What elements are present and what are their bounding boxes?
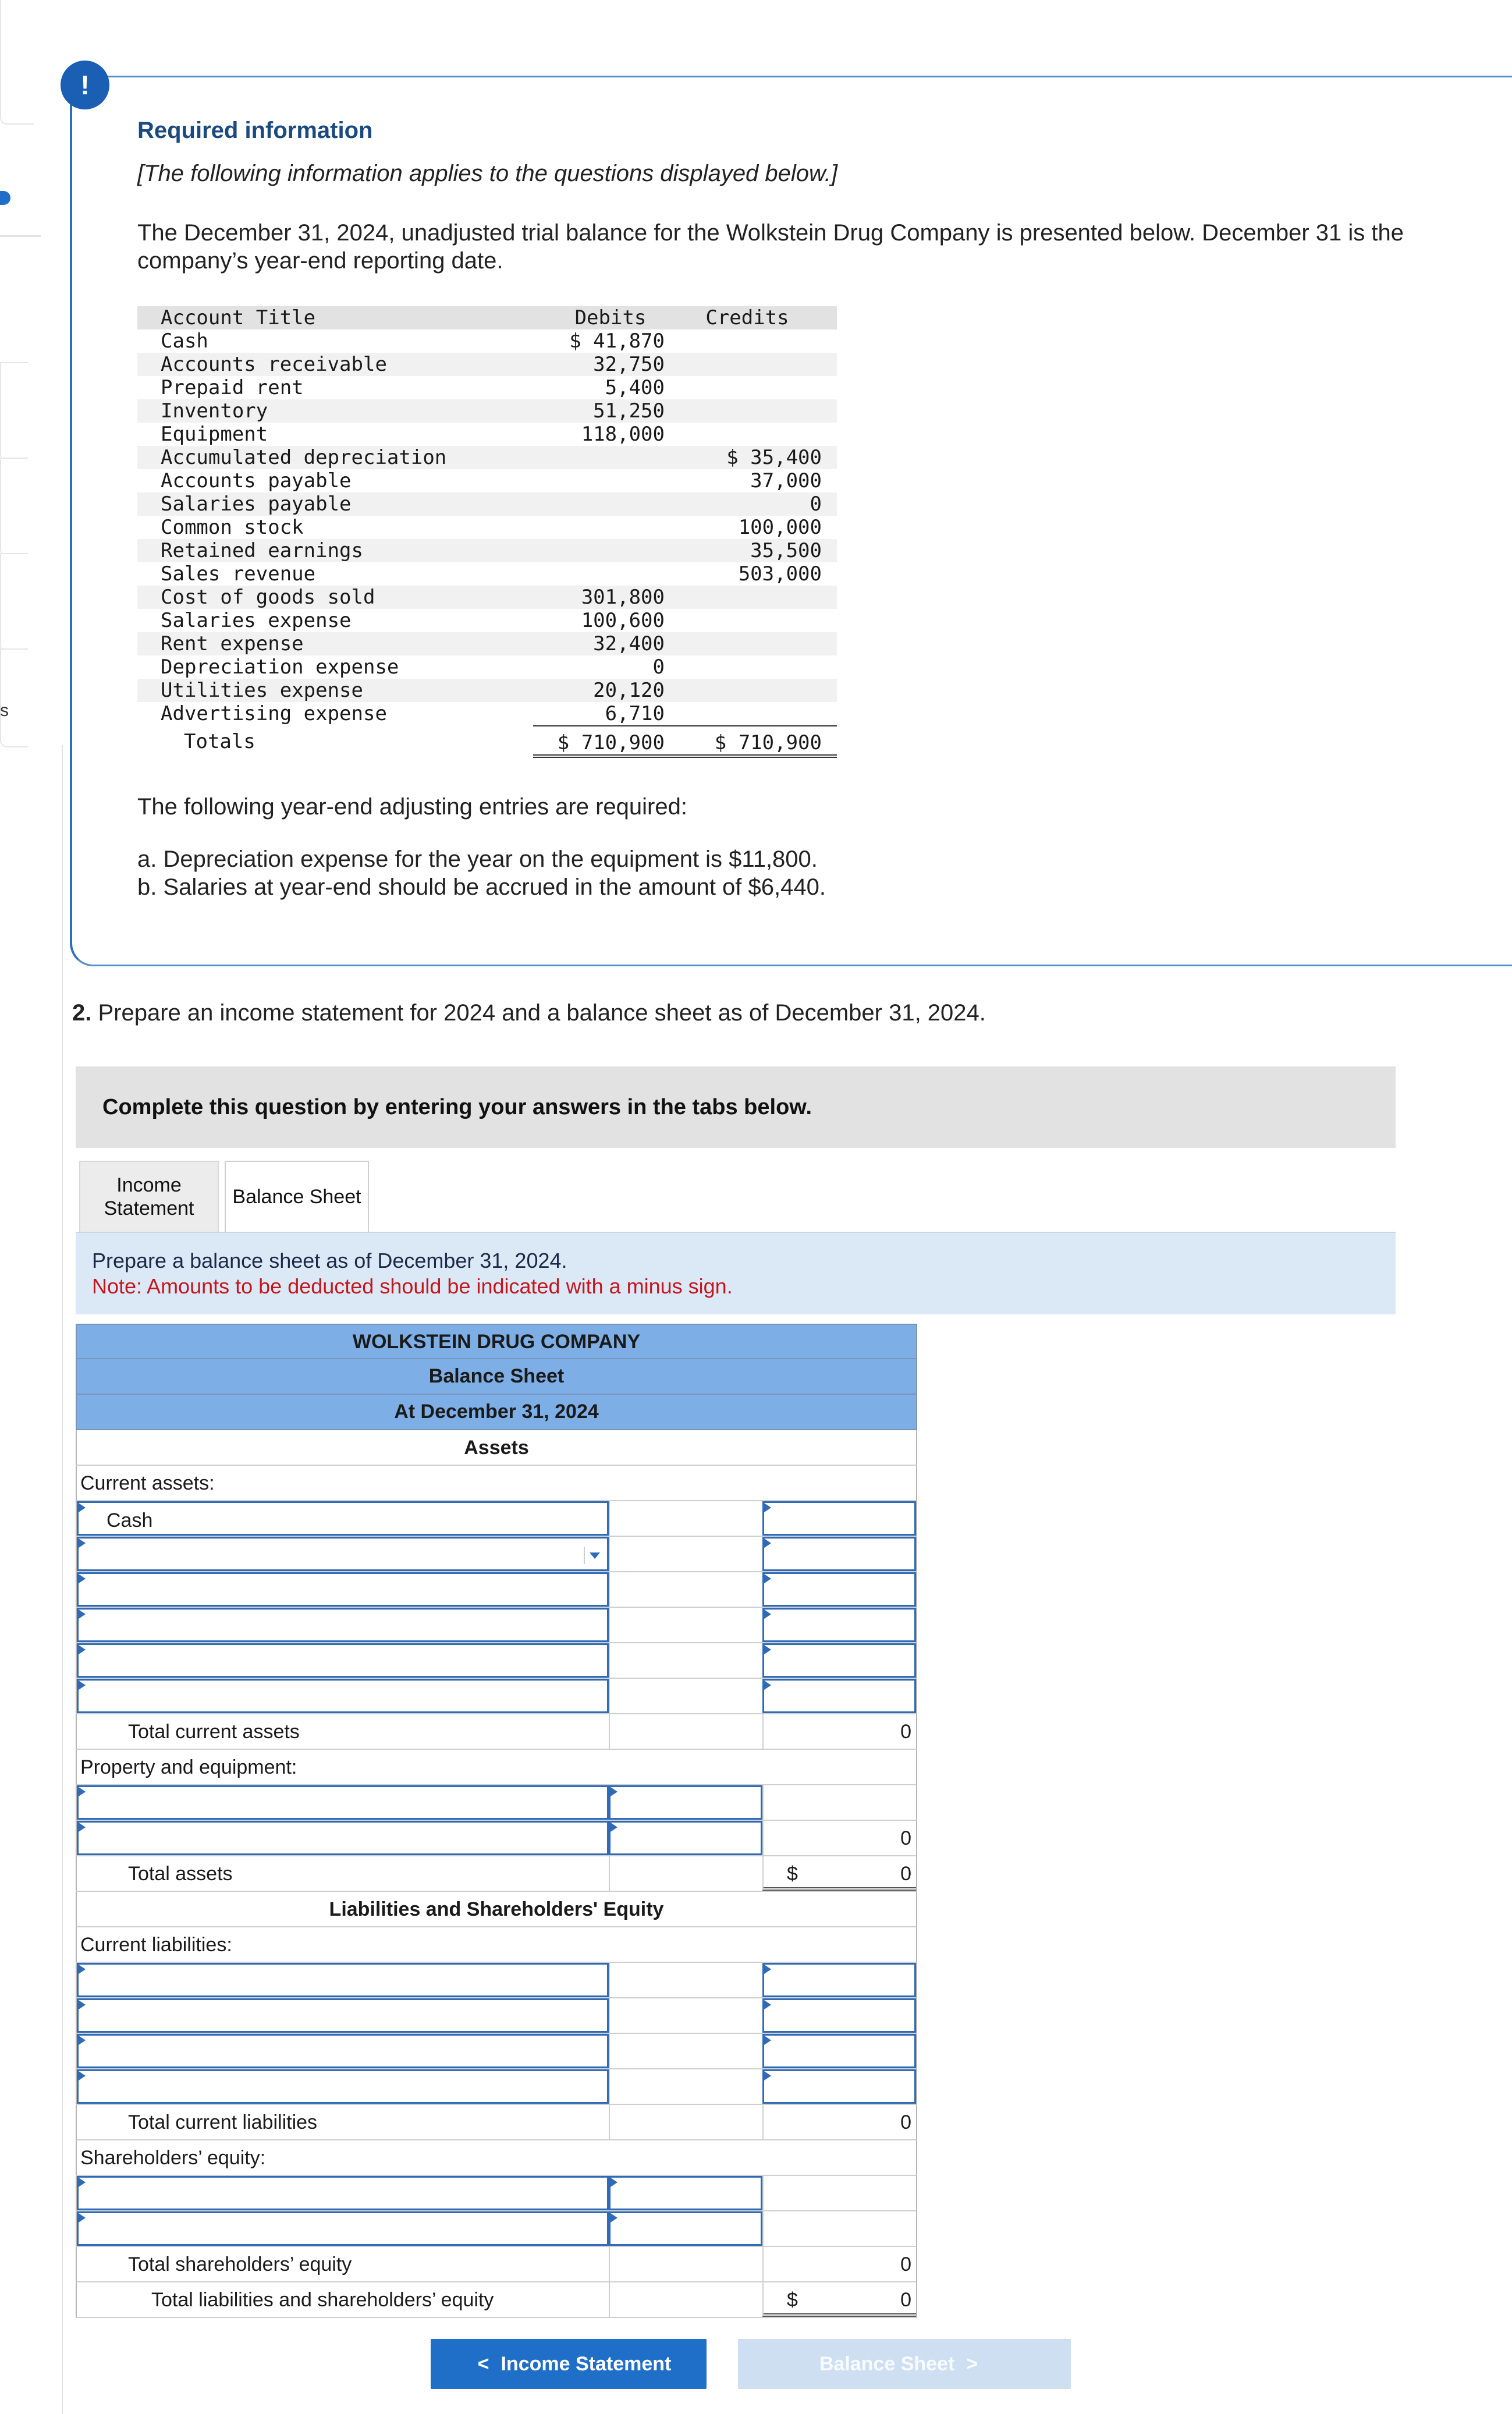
account-title: Cost of goods sold xyxy=(161,586,375,609)
total-shareholders-equity-col2 xyxy=(609,2247,762,2281)
total-assets-value-cell xyxy=(762,1856,916,1891)
debit-amount: 6,710 xyxy=(605,702,665,725)
adjustments-intro: The following year-end adjusting entries are required: xyxy=(137,794,687,820)
tab-income-line1: Income xyxy=(116,1174,182,1196)
trial-balance-row xyxy=(137,655,837,679)
property-subtotal-value: 0 xyxy=(762,1821,916,1855)
trial-balance-row xyxy=(137,516,837,539)
required-info-title: Required information xyxy=(137,118,373,143)
liab-equity-header: Liabilities and Shareholders' Equity xyxy=(329,1898,664,1920)
total-current-liabilities-col2 xyxy=(609,2105,762,2139)
trial-balance-row xyxy=(137,679,837,702)
property-equipment-row xyxy=(76,1750,917,1785)
total-current-liabilities-row xyxy=(76,2105,917,2140)
property-row-2 xyxy=(76,1821,917,1856)
account-title: Depreciation expense xyxy=(161,655,399,679)
account-title: Advertising expense xyxy=(161,702,387,725)
property-2-amount[interactable] xyxy=(609,1821,762,1855)
cash-amount-1 xyxy=(609,1501,762,1536)
instructions-box xyxy=(76,1233,1396,1314)
account-title: Prepaid rent xyxy=(161,376,304,399)
debit-amount xyxy=(533,539,673,562)
current-asset-row-2 xyxy=(76,1537,917,1572)
current-liability-1-account[interactable] xyxy=(77,1963,609,1997)
header-account-title: Account Title xyxy=(161,306,316,329)
adjustment-a: a. Depreciation expense for the year on the equipment is $11,800. xyxy=(137,846,818,872)
account-title: Accounts payable xyxy=(161,469,352,492)
trial-balance-row xyxy=(137,539,837,562)
equity-row-1 xyxy=(76,2176,917,2211)
statement-date: At December 31, 2024 xyxy=(76,1395,917,1430)
current-liability-4-col2 xyxy=(609,2069,762,2104)
account-title: Cash xyxy=(161,329,208,353)
trial-balance-totals xyxy=(137,725,837,758)
cash-amount-input[interactable] xyxy=(762,1501,916,1536)
total-liab-equity-value: 0 xyxy=(900,2289,911,2311)
cash-row xyxy=(76,1501,917,1537)
equity-1-col3 xyxy=(762,2176,916,2210)
debit-amount: 20,120 xyxy=(593,679,665,702)
current-liability-row-1 xyxy=(76,1963,917,1998)
current-liabilities-row xyxy=(76,1927,917,1963)
trial-balance-row xyxy=(137,562,837,586)
total-liab-equity-cell xyxy=(77,2282,609,2317)
chevron-down-icon[interactable] xyxy=(584,1547,604,1564)
current-asset-3-col2 xyxy=(609,1572,762,1607)
total-assets-label: Total assets xyxy=(128,1863,233,1885)
total-current-liabilities-value: 0 xyxy=(762,2105,916,2139)
current-asset-5-amount[interactable] xyxy=(762,1643,916,1678)
debit-amount: 118,000 xyxy=(581,423,665,446)
trial-balance-row xyxy=(137,329,837,353)
current-asset-5-col2 xyxy=(609,1643,762,1678)
current-assets-label: Current assets: xyxy=(80,1472,215,1494)
sidebar-vertical-line xyxy=(62,745,63,2414)
credit-amount xyxy=(673,353,837,376)
debit-amount: 5,400 xyxy=(605,376,665,399)
trial-balance-row xyxy=(137,376,837,399)
instructions-note: Note: Amounts to be deducted should be indicated with a minus sign. xyxy=(92,1274,733,1298)
debit-amount xyxy=(533,492,673,516)
tab-balance-sheet[interactable]: Balance Sheet xyxy=(225,1161,369,1233)
statement-title: Balance Sheet xyxy=(76,1359,917,1395)
trial-balance-row xyxy=(137,399,837,423)
current-liability-row-4 xyxy=(76,2069,917,2105)
credit-amount xyxy=(673,655,837,679)
instructions-main: Prepare a balance sheet as of December 31, 2024. xyxy=(92,1249,567,1272)
current-asset-row-5 xyxy=(76,1643,917,1679)
assets-header-row xyxy=(76,1430,917,1466)
property-1-amount[interactable] xyxy=(609,1785,762,1820)
company-name: WOLKSTEIN DRUG COMPANY xyxy=(76,1324,917,1359)
account-title: Salaries expense xyxy=(161,609,352,632)
debit-amount: 100,600 xyxy=(581,609,665,632)
current-liability-3-account[interactable] xyxy=(77,2034,609,2068)
trial-balance-header xyxy=(137,306,837,329)
trial-balance-intro: The December 31, 2024, unadjusted trial balance for the Wolkstein Drug Company is presented below. December 31 is the company’s year-end reporting date. xyxy=(137,220,1404,274)
current-asset-3-amount[interactable] xyxy=(762,1572,916,1607)
trial-balance-row xyxy=(137,423,837,446)
account-title: Sales revenue xyxy=(161,562,316,586)
current-asset-row-4 xyxy=(76,1608,917,1643)
credit-amount xyxy=(673,586,837,609)
trial-balance-row xyxy=(137,469,837,492)
trial-balance-row xyxy=(137,609,837,632)
credit-amount xyxy=(673,632,837,655)
credit-amount: 35,500 xyxy=(750,539,822,562)
current-liability-3-amount[interactable] xyxy=(762,2034,916,2068)
current-liability-2-col2 xyxy=(609,1998,762,2033)
total-liab-equity-value-cell xyxy=(762,2282,916,2317)
question-number: 2. xyxy=(72,1000,92,1026)
credit-amount: 37,000 xyxy=(750,469,822,492)
total-shareholders-equity-label: Total shareholders’ equity xyxy=(128,2253,352,2275)
current-asset-2-select[interactable] xyxy=(77,1537,609,1571)
credit-amount xyxy=(673,609,837,632)
debit-amount: 301,800 xyxy=(581,586,665,609)
credit-amount: 100,000 xyxy=(738,516,822,539)
liab-header-row xyxy=(76,1892,917,1927)
property-equipment-label: Property and equipment: xyxy=(80,1756,297,1778)
tab-income-statement[interactable] xyxy=(79,1161,219,1232)
account-title: Equipment xyxy=(161,423,268,446)
current-asset-4-col2 xyxy=(609,1608,762,1642)
sidebar-card-top xyxy=(0,0,34,125)
current-asset-6-account[interactable] xyxy=(77,1679,609,1713)
required-info-subtitle: [The following information applies to the questions displayed below.] xyxy=(137,161,837,186)
tab-income-line2: Statement xyxy=(104,1197,194,1220)
equity-2-account[interactable] xyxy=(77,2211,609,2246)
question-text: Prepare an income statement for 2024 and a balance sheet as of December 31, 2024. xyxy=(98,1000,986,1026)
debit-amount: 51,250 xyxy=(593,399,665,423)
account-title: Salaries payable xyxy=(161,492,352,516)
total-current-liabilities-cell xyxy=(77,2105,609,2139)
current-asset-4-amount[interactable] xyxy=(762,1608,916,1642)
cash-label: Cash xyxy=(107,1509,153,1532)
totals-label: Totals xyxy=(184,730,255,753)
equity-1-account[interactable] xyxy=(77,2176,609,2210)
trial-balance-row xyxy=(137,353,837,376)
total-current-assets-cell xyxy=(77,1714,609,1749)
current-asset-6-amount[interactable] xyxy=(762,1679,916,1713)
credit-amount xyxy=(673,399,837,423)
account-title: Common stock xyxy=(161,516,304,539)
property-2-account[interactable] xyxy=(77,1821,609,1855)
current-asset-6-col2 xyxy=(609,1679,762,1713)
adjustment-b: b. Salaries at year-end should be accrued in the amount of $6,440. xyxy=(137,874,826,900)
shareholders-equity-row xyxy=(76,2140,917,2176)
current-liability-3-col2 xyxy=(609,2034,762,2068)
trial-balance-row xyxy=(137,586,837,609)
sidebar-card-1[interactable] xyxy=(0,362,28,461)
debit-amount: $ 41,870 xyxy=(569,329,665,353)
current-liability-4-account[interactable] xyxy=(77,2069,609,2104)
total-current-assets-col2 xyxy=(609,1714,762,1749)
total-assets-cell xyxy=(77,1856,609,1891)
cash-account-cell[interactable] xyxy=(77,1501,609,1536)
account-title: Rent expense xyxy=(161,632,304,655)
prev-button-label: Income Statement xyxy=(501,2353,672,2375)
current-liability-2-amount[interactable] xyxy=(762,1998,916,2033)
debit-amount xyxy=(533,469,673,492)
credit-amount xyxy=(673,423,837,446)
trial-balance-row xyxy=(137,446,837,469)
current-asset-2-col2 xyxy=(609,1537,762,1571)
current-asset-5-account[interactable] xyxy=(77,1643,609,1678)
current-liability-row-2 xyxy=(76,1998,917,2034)
total-liab-equity-col2 xyxy=(609,2282,762,2317)
credit-amount xyxy=(673,376,837,399)
total-shareholders-equity-cell xyxy=(77,2247,609,2281)
shareholders-equity-label: Shareholders’ equity: xyxy=(80,2147,266,2169)
sidebar-fragment-text: s xyxy=(0,701,9,720)
sidebar-divider xyxy=(0,235,41,237)
current-asset-row-3 xyxy=(76,1572,917,1608)
current-liability-4-amount[interactable] xyxy=(762,2069,916,2104)
header-credits: Credits xyxy=(705,306,789,329)
chevron-right-icon: > xyxy=(966,2353,978,2375)
total-assets-col2 xyxy=(609,1856,762,1891)
account-title: Accounts receivable xyxy=(161,353,387,376)
total-current-assets-label: Total current assets xyxy=(128,1721,300,1743)
current-assets-row xyxy=(76,1466,917,1501)
debit-amount: 32,750 xyxy=(593,353,665,376)
credit-amount xyxy=(673,702,837,725)
total-liab-equity-dollar: $ xyxy=(787,2289,798,2311)
current-asset-2-amount[interactable] xyxy=(762,1537,916,1571)
account-title: Retained earnings xyxy=(161,539,363,562)
alert-icon: ! xyxy=(61,61,109,109)
total-current-assets-value: 0 xyxy=(762,1714,916,1749)
total-current-liabilities-label: Total current liabilities xyxy=(128,2111,318,2133)
sidebar-card-3[interactable] xyxy=(0,553,28,652)
credit-amount: $ 35,400 xyxy=(726,446,822,469)
debit-amount xyxy=(533,516,673,539)
trial-balance-row xyxy=(137,702,837,725)
current-liability-row-3 xyxy=(76,2034,917,2069)
current-liability-1-amount[interactable] xyxy=(762,1963,916,1997)
current-asset-row-6 xyxy=(76,1679,917,1714)
current-liability-2-account[interactable] xyxy=(77,1998,609,2033)
equity-1-amount[interactable] xyxy=(609,2176,762,2210)
totals-debit: $ 710,900 xyxy=(533,725,673,758)
question-2 xyxy=(72,1000,986,1026)
current-asset-3-account[interactable] xyxy=(77,1572,609,1607)
property-row-1 xyxy=(76,1785,917,1821)
credit-amount xyxy=(673,329,837,353)
total-liab-equity-label: Total liabilities and shareholders’ equity xyxy=(151,2289,494,2311)
credit-amount: 0 xyxy=(810,492,822,516)
trial-balance-row xyxy=(137,632,837,655)
total-current-assets-row xyxy=(76,1714,917,1750)
credit-amount: 503,000 xyxy=(738,562,822,586)
property-1-account[interactable] xyxy=(77,1785,609,1820)
debit-amount xyxy=(533,562,673,586)
account-title: Accumulated depreciation xyxy=(161,446,447,469)
totals-credit: $ 710,900 xyxy=(673,725,837,758)
equity-2-col3 xyxy=(762,2211,916,2246)
balance-sheet-table xyxy=(76,1324,917,2318)
next-balance-sheet-button[interactable] xyxy=(738,2339,1071,2389)
trial-balance-row xyxy=(137,492,837,516)
prev-income-statement-button[interactable] xyxy=(431,2339,707,2389)
debit-amount xyxy=(533,446,673,469)
credit-amount xyxy=(673,679,837,702)
header-debits: Debits xyxy=(574,306,647,329)
current-liabilities-label: Current liabilities: xyxy=(80,1934,232,1956)
property-1-col3 xyxy=(762,1785,916,1820)
current-liability-1-col2 xyxy=(609,1963,762,1997)
total-shareholders-equity-row xyxy=(76,2247,917,2282)
total-assets-row xyxy=(76,1856,917,1892)
debit-amount: 0 xyxy=(652,655,665,679)
account-title: Inventory xyxy=(161,399,268,423)
equity-row-2 xyxy=(76,2211,917,2247)
total-shareholders-equity-value: 0 xyxy=(762,2247,916,2281)
next-button-label: Balance Sheet xyxy=(819,2353,955,2375)
sidebar-card-2[interactable] xyxy=(0,458,28,556)
debit-amount: 32,400 xyxy=(593,632,665,655)
current-asset-4-account[interactable] xyxy=(77,1608,609,1642)
assets-header: Assets xyxy=(464,1437,529,1459)
equity-2-amount[interactable] xyxy=(609,2211,762,2246)
complete-question-banner: Complete this question by entering your answers in the tabs below. xyxy=(76,1066,1396,1148)
total-assets-value: 0 xyxy=(900,1863,911,1885)
sidebar-active-indicator xyxy=(0,191,10,205)
total-liab-equity-row xyxy=(76,2282,917,2318)
sidebar-card-4[interactable] xyxy=(0,648,28,747)
chevron-left-icon: < xyxy=(477,2353,489,2375)
account-title: Utilities expense xyxy=(161,679,363,702)
total-assets-dollar: $ xyxy=(787,1863,798,1885)
trial-balance-table xyxy=(137,306,837,758)
